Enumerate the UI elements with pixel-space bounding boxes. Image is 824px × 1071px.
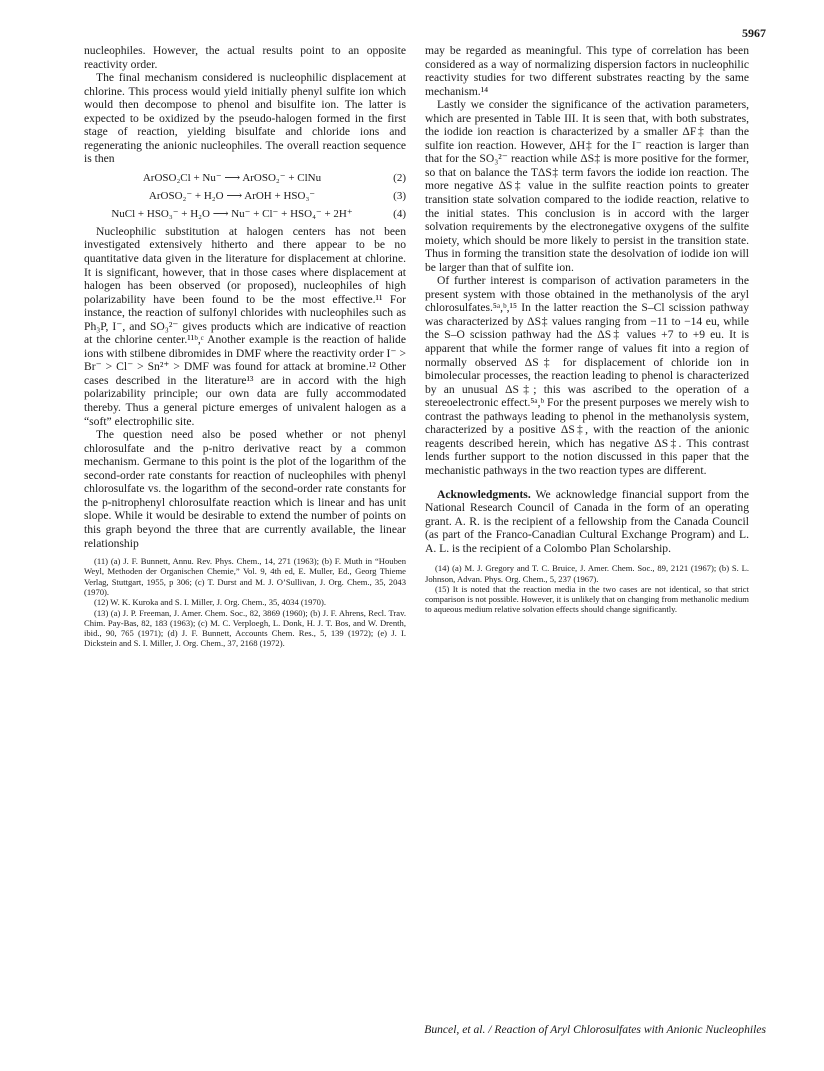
equation-body: NuCl + HSO₃⁻ + H₂O ⟶ Nu⁻ + Cl⁻ + HSO₄⁻ + 2H⁺: [111, 207, 353, 220]
equation-4: [84, 206, 406, 222]
acknowledgments-heading: Acknowledgments.: [437, 487, 531, 501]
paragraph: Lastly we consider the significance of the activation parameters, which are presented in Table III. It is seen that, with both substrates, the iodide ion reaction is characterized by a smaller ΔF‡ than the sulfite ion reaction. However, ΔH‡ for the I⁻ reaction is larger than that for the SO₃²⁻ reaction while ΔS‡ is more positive for the former, so that on balance the TΔS‡ term favors the iodide ion reaction. The more negative ΔS‡ value in the sulfite reaction points to greater transition state solvation compared to the iodide reaction, relative to the initial states. This conclusion is in accord with the larger solvation requirements by the electronegative oxygens of the sulfite moiety, which should be more likely to persist in the transition state. Thus in forming the transition state the desolvation of iodide ion will be larger than that of sulfite ion.: [425, 98, 749, 274]
running-footer: Buncel, et al. / Reaction of Aryl Chlorosulfates with Anionic Nucleophiles: [424, 1023, 766, 1036]
footnote-11: (11) (a) J. F. Bunnett, Annu. Rev. Phys. Chem., 14, 271 (1963); (b) F. Muth in “Houben Weyl, Methoden der Organischen Chemie,” Vol. 9, 4th ed, E. Muller, Ed., Georg Thieme Verlag, Stuttgart, 1955, p 306; (c) T. Durst and M. J. O’Sullivan, J. Org. Chem., 35, 2043 (1970).: [84, 556, 406, 597]
acknowledgments: [425, 488, 749, 556]
equation-body: ArOSO₂Cl + Nu⁻ ⟶ ArOSO₂⁻ + ClNu: [142, 171, 322, 184]
equation-number: (2): [393, 171, 406, 184]
paragraph: Of further interest is comparison of activation parameters in the present system with those obtained in the methanolysis of the aryl chlorosulfates.⁵ᵃ,ᵇ,¹⁵ In the latter reaction the S–Cl scission pathway was characterized by ΔS‡ values ranging from −11 to −14 eu, while the S–O scission pathway had the ΔS‡ values +7 to +9 eu. It is apparent that while the former range of values fit into a region of normally observed ΔS‡ for displacement of chloride ion in bimolecular processes, the reaction leading to phenol is characterized by an unusual ΔS‡; this was ascribed to the operation of a stereoelectronic effect.⁵ᵃ,ᵇ For the present purposes we merely wish to contrast the pathways leading to phenol in the methanolysis system, characterized by a positive ΔS‡, with the reaction of the anionic reagents described herein, which has negative ΔS‡. This contrast lends further support to the notion discussed in this paper that the mechanistic pathways in the two reaction types are different.: [425, 274, 749, 477]
footnote-15: (15) It is noted that the reaction media in the two cases are not identical, so that strict comparison is not possible. However, it is unlikely that on changing from methanolic medium to aqueous medium relative solvation effects should change significantly.: [425, 583, 749, 615]
paragraph: may be regarded as meaningful. This type of correlation has been considered as a way of normalizing dispersion factors in nucleophilic reactivity studies for two different substrates reacting by the same mechanism.¹⁴: [425, 44, 749, 98]
equation-number: (3): [393, 189, 406, 202]
footnote-13: (13) (a) J. P. Freeman, J. Amer. Chem. Soc., 82, 3869 (1960); (b) J. F. Ahrens, Recl. Trav. Chim. Pay-Bas, 82, 183 (1963); (c) M. C. Verploegh, L. Donk, H. J. T. Bos, and W. Drenth, ibid., 90, 765 (1971); (d) J. F. Bunnett, Accounts Chem. Res., 5, 139 (1972); (e) J. I. Dickstein and S. I. Miller, J. Org. Chem., 37, 2168 (1972).: [84, 607, 406, 649]
footnote-14: (14) (a) M. J. Gregory and T. C. Bruice, J. Amer. Chem. Soc., 89, 2121 (1967); (b) S. L. Johnson, Advan. Phys. Org. Chem., 5, 237 (1967).: [425, 563, 749, 584]
paragraph: The question need also be posed whether or not phenyl chlorosulfate and the p-nitro derivative react by a common mechanism. Germane to this point is the plot of the logarithm of the second-order rate constants for reaction of nucleophiles with phenyl chlorosulfate vs. the logarithm of the second-order rate constants for the p-nitrophenyl chlorosulfate reaction which is linear and has unit slope. While it would be desirable to extend the number of points on this graph beyond the three that are currently available, the linear relationship: [84, 428, 406, 550]
paragraph: The final mechanism considered is nucleophilic displacement at chlorine. This process would yield initially phenyl sulfite ion which would then decompose to phenol and bisulfite ion. The latter is expected to be oxidized by the pseudo-halogen formed in the first stage of reaction, yielding bisulfate and chloride ions and regenerating the anionic nucleophiles. The overall reaction sequence is then: [84, 71, 406, 166]
paragraph: Nucleophilic substitution at halogen centers has not been investigated extensively hitherto and there appear to be no quantitative data given in the literature for displacement at chlorine. It is significant, however, that in those cases where displacement at halogen has been observed (or proposed), nucleophiles of high polarizability have been found to be the most effective.¹¹ For instance, the reaction of sulfonyl chlorides with nucleophiles such as Ph₃P, I⁻, and SO₃²⁻ gives products which are indicative of reaction at the chlorine center.¹¹ᵇ,ᶜ Another example is the reaction of halide ions with stilbene dibromides in DMF where the reactivity order I⁻ > Br⁻ > Cl⁻ > Sn²⁺ > DMF was found for attack at bromine.¹² Other cases described in the literature¹³ are in accord with the high polarizability principle; our own data are fully accommodated thereby. Thus a general picture emerges of univalent halogen as a “soft” electrophilic site.: [84, 224, 406, 428]
page-number: 5967: [742, 26, 766, 40]
equation-3: [84, 188, 406, 204]
footnotes: [425, 563, 749, 614]
acknowledgments-text: We acknowledge financial support from the National Research Council of Canada in the form of an operating grant. A. R. is the recipient of a fellowship from the Canada Council (as part of the Franco-Canadian Cultural Exchange Program) and L. A. L. is the recipient of a Colombo Plan Scholarship.: [425, 487, 749, 555]
equation-body: ArOSO₂⁻ + H₂O ⟶ ArOH + HSO₃⁻: [148, 189, 316, 202]
equation-number: (4): [393, 207, 406, 220]
footnote-12: (12) W. K. Kuroka and S. I. Miller, J. Org. Chem., 35, 4034 (1970).: [94, 597, 326, 608]
equation-2: [84, 170, 406, 186]
paragraph: nucleophiles. However, the actual results point to an opposite reactivity order.: [84, 44, 406, 71]
footnotes: [84, 556, 406, 649]
right-column: [425, 44, 749, 615]
left-column: [84, 44, 406, 649]
